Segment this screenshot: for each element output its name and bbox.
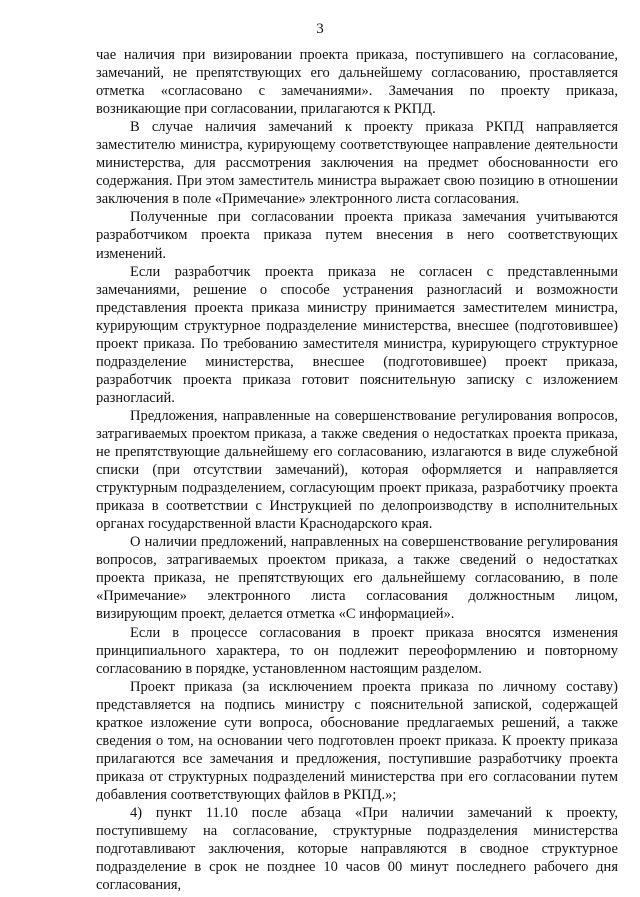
- paragraph: Предложения, направленные на совершенствование регулирования вопросов, затрагиваемых проектом приказа, а также сведения о недостатках проекта приказа, не препятствующие дальнейшему его согласованию, излагаются в виде служебной списки (при отсутствии замечаний), которая оформляется и направляется структурным подразделением, согласующим проект приказа, разработчику проекта приказа в соответствии с Инструкцией по делопроизводству в исполнительных органах государственной власти Краснодарского края.: [96, 407, 618, 533]
- page-number: 3: [316, 21, 324, 37]
- document-body: [96, 46, 618, 894]
- paragraph: Полученные при согласовании проекта приказа замечания учитываются разработчиком проекта приказа путем внесения в него соответствующих изменений.: [96, 209, 618, 262]
- paragraph: Проект приказа (за исключением проекта приказа по личному составу) представляется на подпись министру с пояснительной запиской, содержащей краткое изложение сути вопроса, обоснование предлагаемых решений, а также сведения о том, на основании чего подготовлен проект приказа. К проекту приказа прилагаются все замечания и предложения, поступившие разработчику проекта приказа от структурных подразделений министерства при его согласовании путем добавления соответствующих файлов в РКПД.»;: [96, 678, 618, 803]
- paragraph: В случае наличия замечаний к проекту приказа РКПД направляется заместителю министра, курирующему соответствующее направление деятельности министерства, для рассмотрения заключения на предмет обоснованности его содержания. При этом заместитель министра выражает свою позицию в отношении заключения в поле «Примечание» электронного листа согласования.: [96, 119, 618, 208]
- paragraph: Если разработчик проекта приказа не согласен с представленными замечаниями, решение о способе устранения разногласий и возможности представления проекта приказа министру принимается заместителем министра, курирующим структурное подразделение министерства, внесшее (подготовившее) проект приказа. По требованию заместителя министра, курирующего структурное подразделение министерства, внесшее (подготовившее) проект приказа, разработчик проекта приказа готовит пояснительную записку с изложением разногласий.: [96, 263, 618, 406]
- paragraph: 4) пункт 11.10 после абзаца «При наличии замечаний к проекту, поступившему на согласование, структурные подразделения министерства подготавливают заключения, которые направляются в сводное структурное подразделение в срок не позднее 10 часов 00 минут последнего рабочего дня согласования,: [96, 804, 618, 894]
- paragraph: чае наличия при визировании проекта приказа, поступившего на согласование, замечаний, не препятствующих его дальнейшему согласованию, проставляется отметка «согласовано с замечаниями». Замечания по проекту приказа, возникающие при согласовании, прилагаются к РКПД.: [96, 47, 618, 118]
- paragraph: Если в процессе согласования в проект приказа вносятся изменения принципиального характера, то он подлежит переоформлению и повторному согласованию в порядке, установленном настоящим разделом.: [96, 624, 618, 677]
- paragraph: О наличии предложений, направленных на совершенствование регулирования вопросов, затрагиваемых проектом приказа, а также сведений о недостатках проекта приказа, не препятствующих его дальнейшему согласованию, в поле «Примечание» электронного листа согласования должностным лицом, визирующим проект, делается отметка «С информацией».: [96, 534, 618, 623]
